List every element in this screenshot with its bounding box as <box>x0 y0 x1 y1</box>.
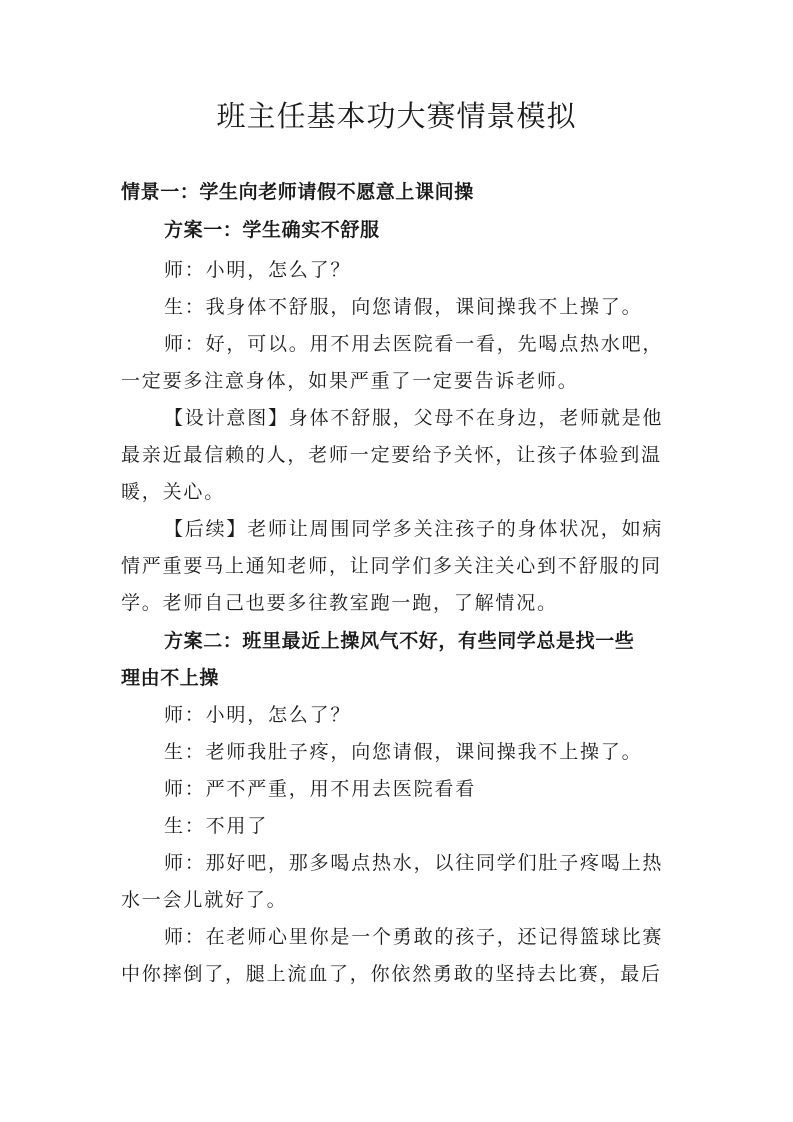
dialogue-line: 生：不用了 <box>164 815 269 837</box>
dialogue-line: 师：严不严重，用不用去医院看看 <box>164 778 477 800</box>
dialogue-line: 师：好，可以。用不用去医院看一看，先喝点热水吧， <box>164 333 664 355</box>
plan-heading: 方案二：班里最近上操风气不好，有些同学总是找一些 <box>164 630 635 652</box>
dialogue-line: 师：小明，怎么了？ <box>164 704 352 726</box>
dialogue-line: 师：那好吧，那多喝点热水，以往同学们肚子疼喝上热 <box>164 852 664 874</box>
dialogue-line: 生：我身体不舒服，向您请假，课间操我不上操了。 <box>164 296 643 318</box>
dialogue-line: 一定要多注意身体，如果严重了一定要告诉老师。 <box>121 370 579 392</box>
dialogue-line: 师：小明，怎么了？ <box>164 259 352 281</box>
design-intent-line: 暖，关心。 <box>121 481 226 503</box>
dialogue-line: 师：在老师心里你是一个勇敢的孩子，还记得篮球比赛 <box>164 926 664 948</box>
design-intent-line: 最亲近最信赖的人，老师一定要给予关怀，让孩子体验到温 <box>121 444 662 466</box>
follow-up-line: 【后续】老师让周围同学多关注孩子的身体状况，如病 <box>164 518 664 540</box>
follow-up-line: 学。老师自己也要多往教室跑一跑，了解情况。 <box>121 592 558 614</box>
dialogue-line: 水一会儿就好了。 <box>121 889 288 911</box>
dialogue-line: 生：老师我肚子疼，向您请假，课间操我不上操了。 <box>164 741 643 763</box>
plan-heading: 理由不上操 <box>121 667 220 689</box>
follow-up-line: 情严重要马上通知老师，让同学们多关注关心到不舒服的同 <box>121 555 662 577</box>
scenario-heading: 情景一：学生向老师请假不愿意上课间操 <box>121 181 474 203</box>
document-title: 班主任基本功大赛情景模拟 <box>216 99 577 133</box>
design-intent-line: 【设计意图】身体不舒服，父母不在身边，老师就是他 <box>164 407 664 429</box>
plan-heading: 方案一：学生确实不舒服 <box>164 219 380 241</box>
dialogue-line: 中你摔倒了，腿上流血了，你依然勇敢的坚持去比赛，最后 <box>121 963 662 985</box>
